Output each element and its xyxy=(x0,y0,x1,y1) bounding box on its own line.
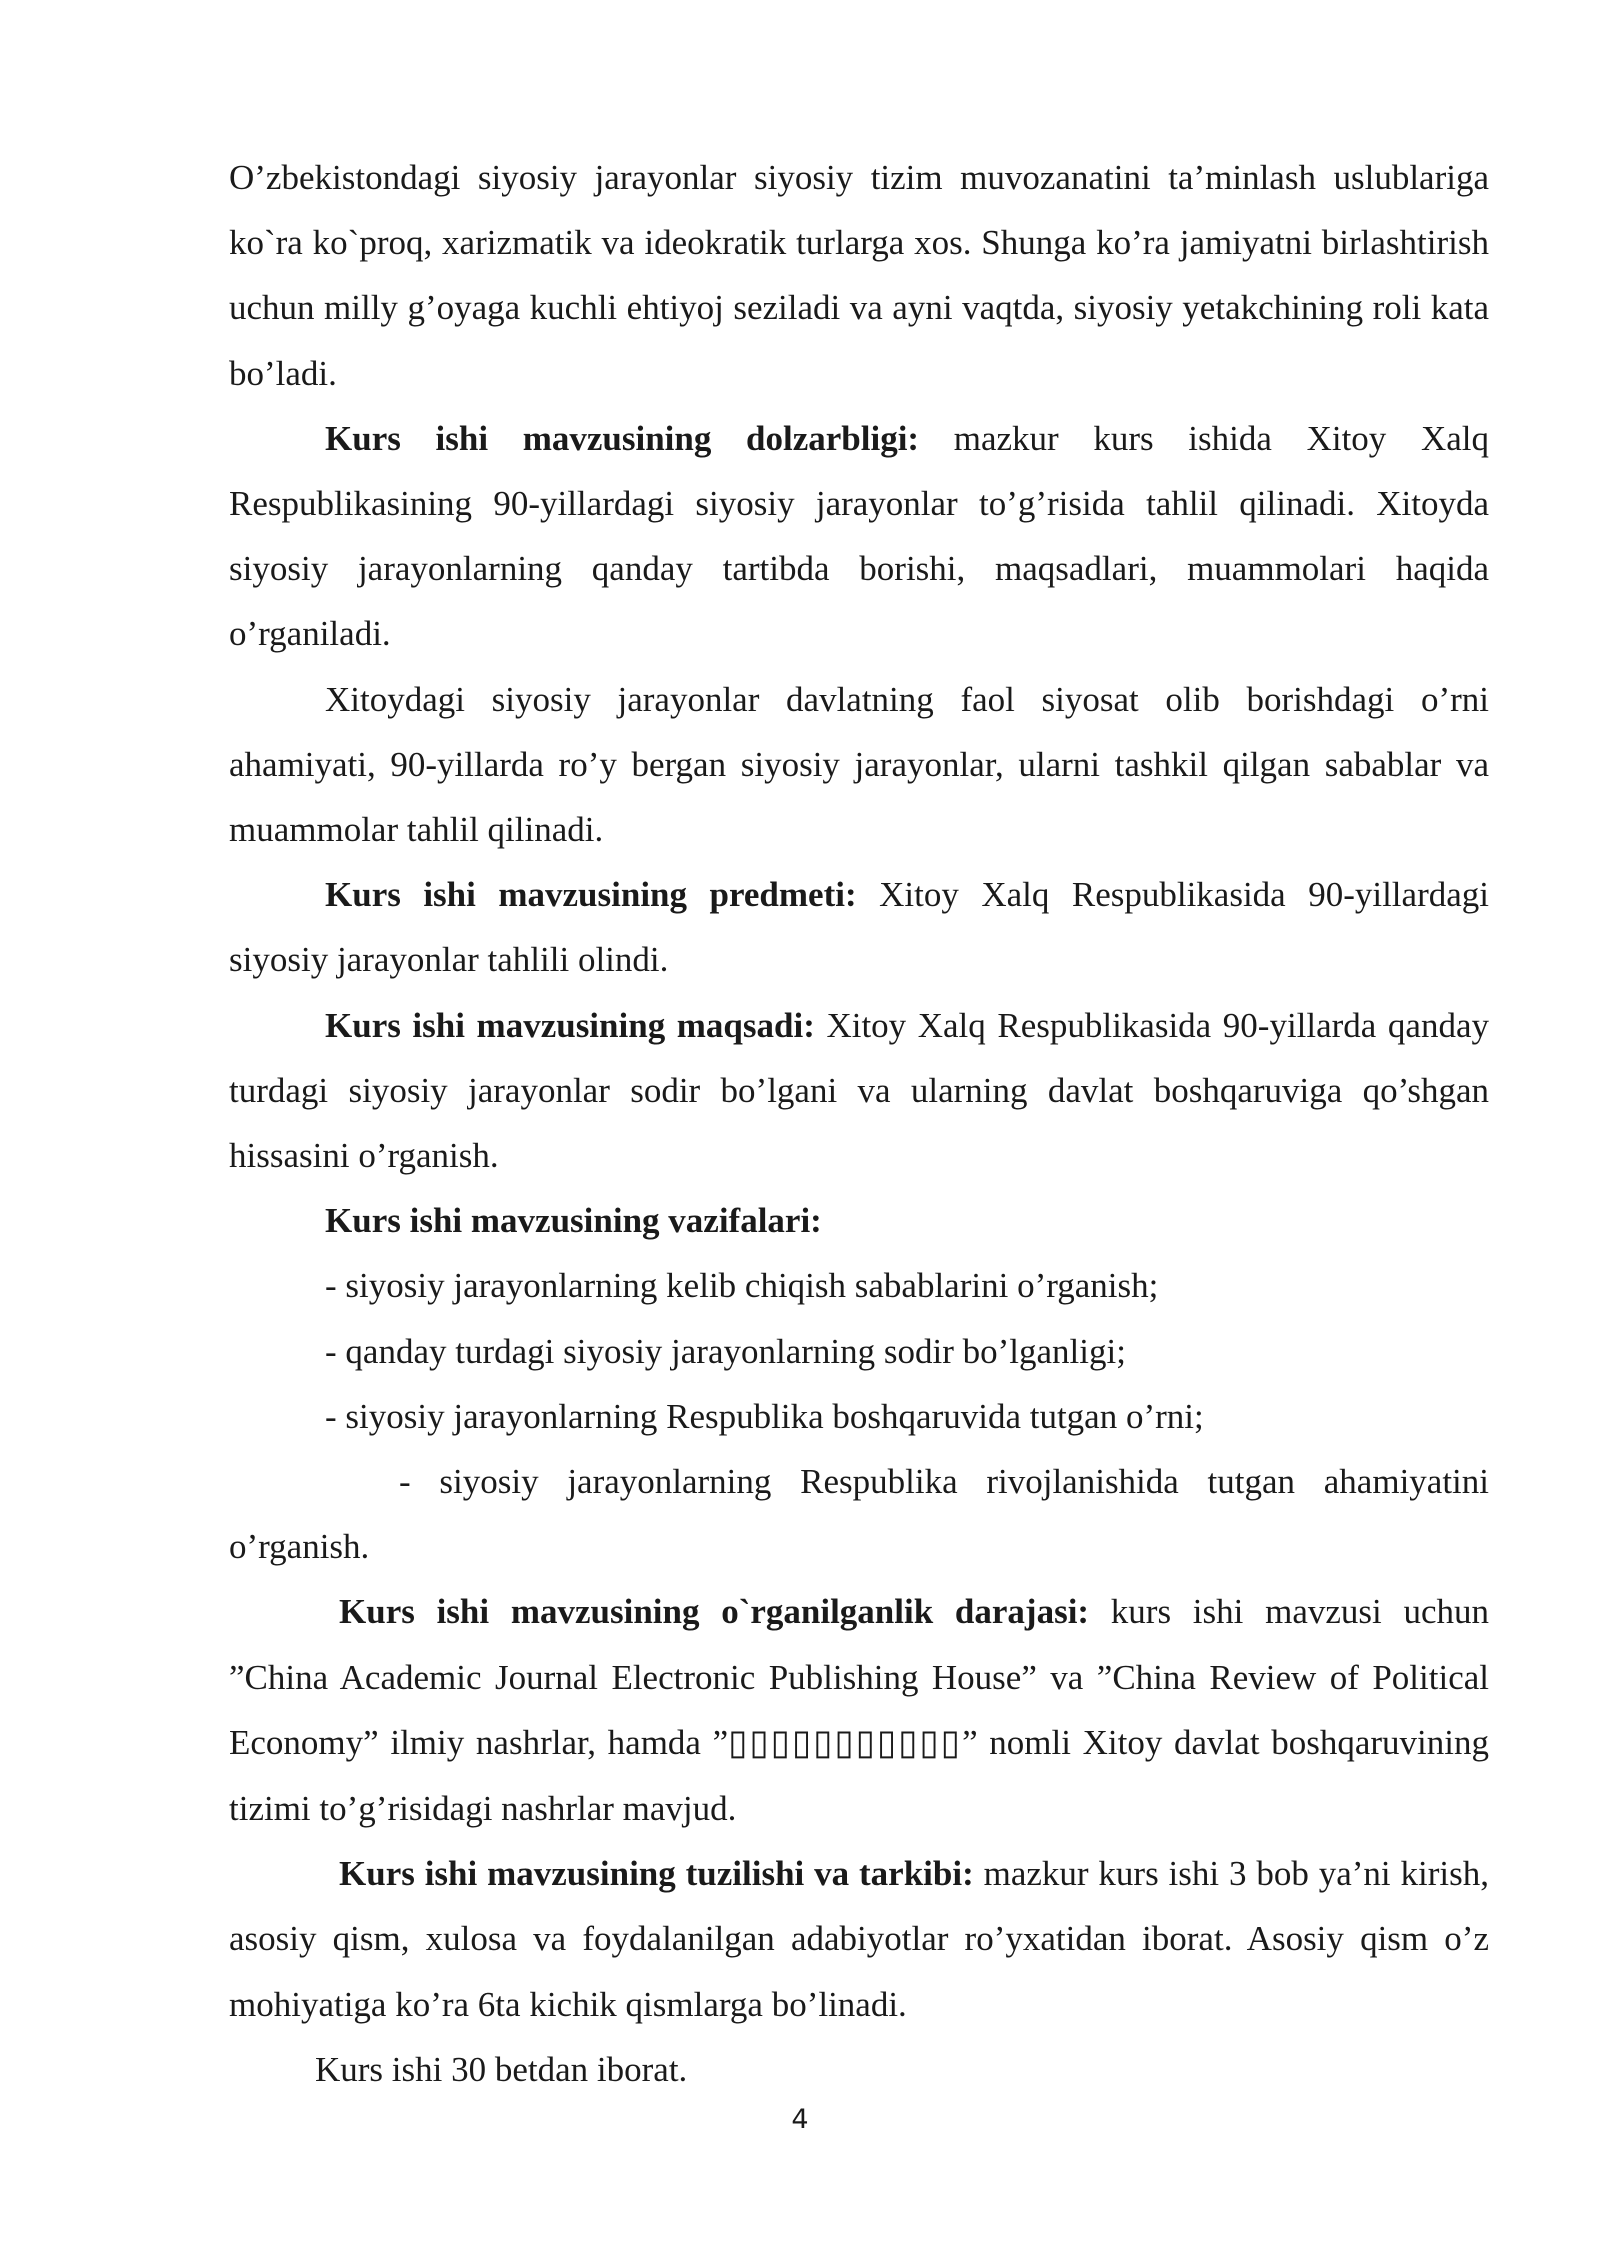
cjk-title-text: ▯▯▯▯▯▯▯▯▯▯▯ xyxy=(728,1722,963,1763)
study-level-text-2: ” nomli Xitoy davlat boshqaruvining tizimi to’g’risidagi nashrlar mavjud. xyxy=(229,1722,1489,1829)
page-count-paragraph: Kurs ishi 30 betdan iborat. xyxy=(315,2049,688,2089)
relevance-label: Kurs ishi mavzusining dolzarbligi: xyxy=(325,418,920,458)
task-item: - qanday turdagi siyosiy jarayonlarning sodir bo’lganligi; xyxy=(325,1331,1126,1371)
structure-paragraph xyxy=(229,1841,1489,2037)
tasks-label: Kurs ishi mavzusining vazifalari: xyxy=(325,1201,822,1241)
study-level-text-1: kurs ishi mavzusi uchun ”China Academic Journal Electronic Publishing House” va ”China Review of Political Economy” ilmiy nashrlar, hamda ” xyxy=(229,1592,1489,1762)
goal-text: Xitoy Xalq Respublikasida 90-yillarda qanday turdagi siyosiy jarayonlar sodir bo’lgani va ularning davlat boshqaruviga qo’shgan hissasini o’rganish. xyxy=(229,1005,1489,1176)
relevance-paragraph xyxy=(229,406,1489,667)
goal-paragraph xyxy=(229,993,1489,1189)
document-page xyxy=(229,145,1489,2102)
relevance-text: mazkur kurs ishida Xitoy Xalq Respublikasining 90-yillardagi siyosiy jarayonlar to’g’risida tahlil qilinadi. Xitoyda siyosiy jarayonlarning qanday tartibda borishi, maqsadlari, muammolari haqida o’rganiladi. xyxy=(229,418,1489,654)
task-item: - siyosiy jarayonlarning kelib chiqish sabablarini o’rganish; xyxy=(325,1266,1159,1306)
goal-label: Kurs ishi mavzusining maqsadi: xyxy=(325,1005,815,1045)
subject-text: Xitoy Xalq Respublikasida 90-yillardagi siyosiy jarayonlar tahlili olindi. xyxy=(229,875,1489,980)
study-level-paragraph xyxy=(229,1579,1489,1841)
structure-label: Kurs ishi mavzusining tuzilishi va tarkibi: xyxy=(339,1854,974,1894)
structure-text: mazkur kurs ishi 3 bob ya’ni kirish, asosiy qism, xulosa va foydalanilgan adabiyotlar ro’yxatidan iborat. Asosiy qism o’z mohiyatiga ko’ra 6ta kichik qismlarga bo’linadi. xyxy=(229,1854,1489,2024)
tasks-heading xyxy=(229,1188,1489,1253)
task-item: - siyosiy jarayonlarning Respublika boshqaruvida tutgan o’rni; xyxy=(325,1396,1204,1436)
subject-label: Kurs ishi mavzusining predmeti: xyxy=(325,875,857,915)
intro-paragraph: O’zbekistondagi siyosiy jarayonlar siyosiy tizim muvozanatini ta’minlash uslublariga ko`ra ko`proq, xarizmatik va ideokratik turlarga xos. Shunga ko’ra jamiyatni birlashtirish uchun milly g’oyaga kuchli ehtiyoj seziladi va ayni vaqtda, siyosiy yetakchining roli kata bo’ladi. xyxy=(229,158,1489,393)
study-level-label: Kurs ishi mavzusining o`rganilganlik darajasi: xyxy=(339,1592,1090,1632)
task-item: - siyosiy jarayonlarning Respublika rivojlanishida tutgan ahamiyatini o’rganish. xyxy=(229,1462,1489,1567)
subject-paragraph xyxy=(229,862,1489,992)
china-processes-paragraph: Xitoydagi siyosiy jarayonlar davlatning faol siyosat olib borishdagi o’rni ahamiyati, 90-yillarda ro’y bergan siyosiy jarayonlar, ularni tashkil qilgan sabablar va muammolar tahlil qilinadi. xyxy=(229,679,1489,850)
page-number: 4 xyxy=(791,2104,809,2135)
